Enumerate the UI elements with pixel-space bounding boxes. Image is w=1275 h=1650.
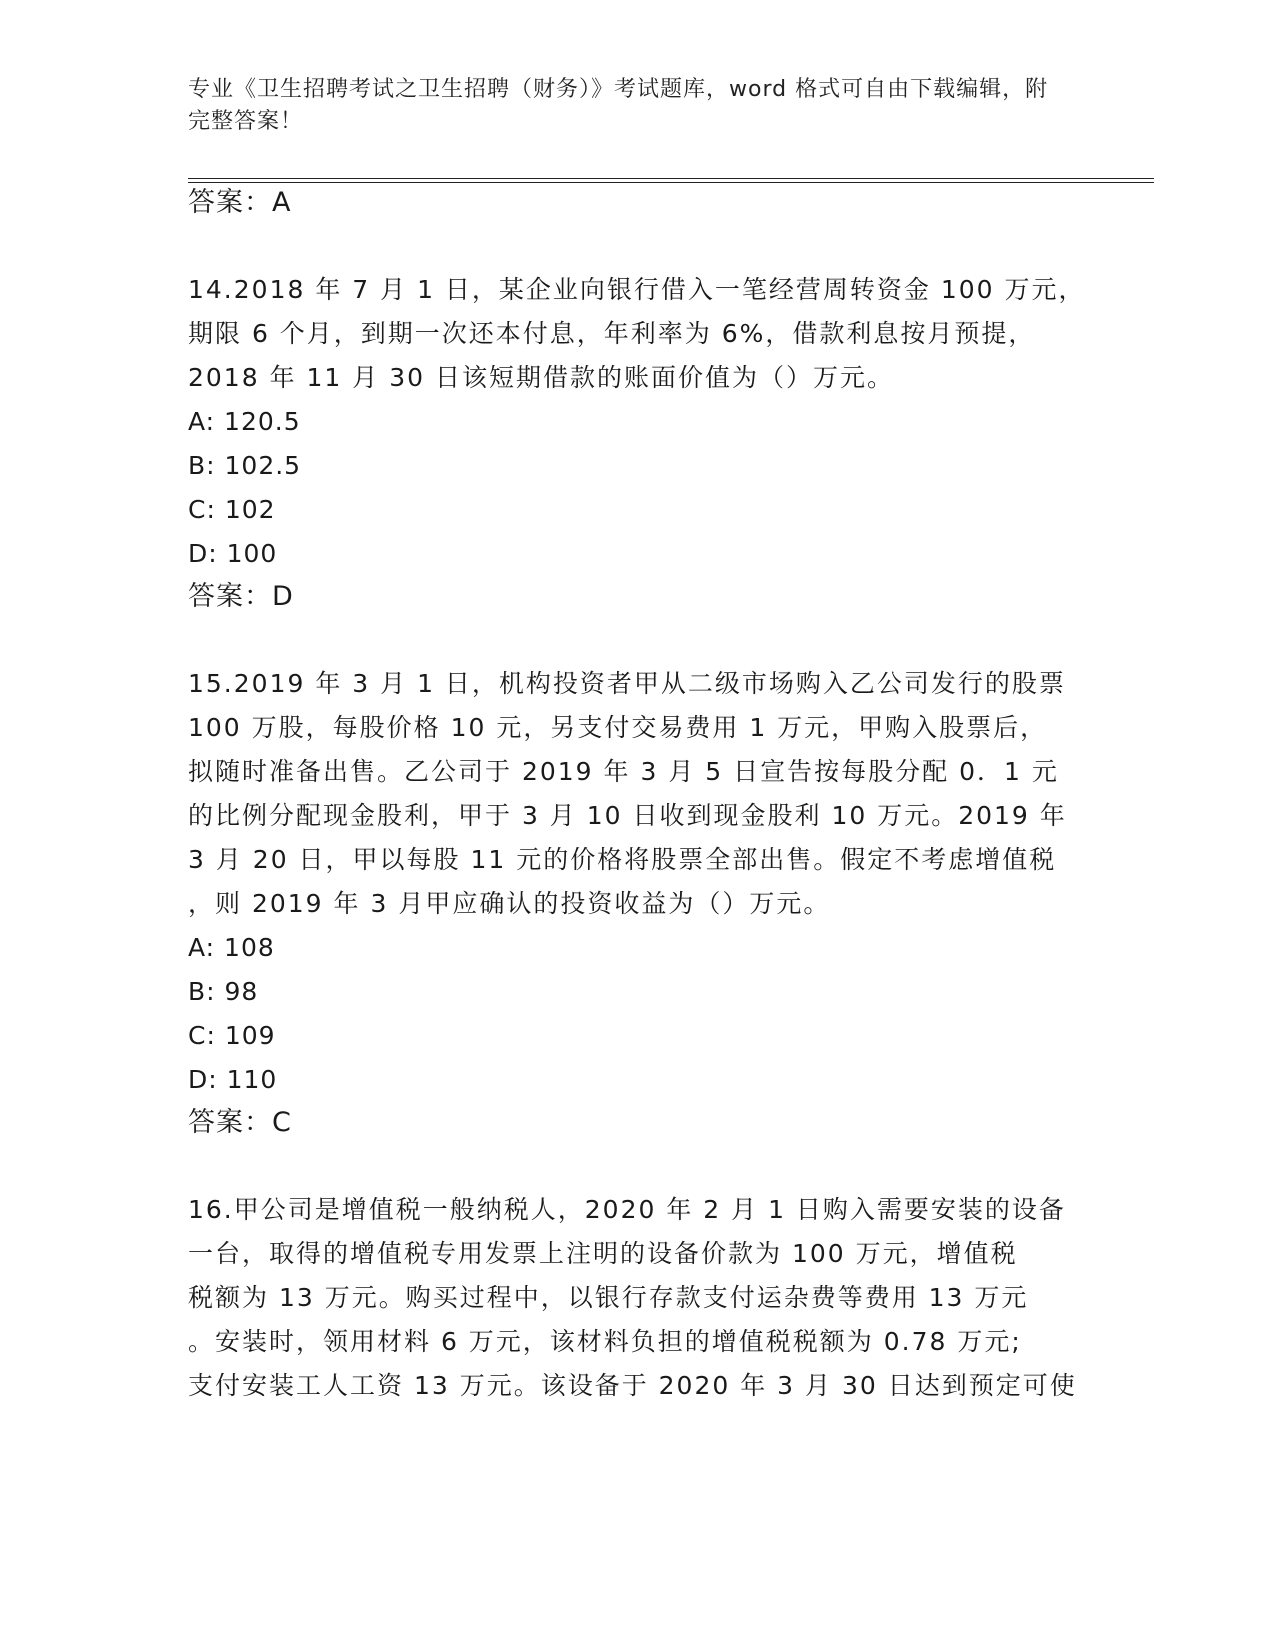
question-15-line-1: 15.2019 年 3 月 1 日，机构投资者甲从二级市场购入乙公司发行的股票 — [188, 669, 1066, 698]
question-14-answer: 答案：D — [188, 581, 294, 612]
question-16-line-2: 一台，取得的增值税专用发票上注明的设备价款为 100 万元，增值税 — [188, 1239, 1018, 1268]
question-14-option-b: B: 102.5 — [188, 451, 302, 480]
question-14-option-d: D: 100 — [188, 539, 278, 568]
question-14-option-c: C: 102 — [188, 495, 276, 524]
question-15-line-6: ，则 2019 年 3 月甲应确认的投资收益为（）万元。 — [188, 889, 831, 918]
question-16-line-3: 税额为 13 万元。购买过程中，以银行存款支付运杂费等费用 13 万元 — [188, 1283, 1029, 1312]
question-15-line-5: 3 月 20 日，甲以每股 11 元的价格将股票全部出售。假定不考虑增值税 — [188, 845, 1057, 874]
question-16-line-5: 支付安装工人工资 13 万元。该设备于 2020 年 3 月 30 日达到预定可使 — [188, 1371, 1077, 1400]
question-15-option-d: D: 110 — [188, 1065, 278, 1094]
question-15-line-4: 的比例分配现金股利，甲于 3 月 10 日收到现金股利 10 万元。2019 年 — [188, 801, 1067, 830]
question-15-answer: 答案：C — [188, 1107, 292, 1138]
question-15-line-3: 拟随时准备出售。乙公司于 2019 年 3 月 5 日宣告按每股分配 0．1 元 — [188, 757, 1059, 786]
question-14-line-3: 2018 年 11 月 30 日该短期借款的账面价值为（）万元。 — [188, 363, 894, 392]
question-14-line-1: 14.2018 年 7 月 1 日，某企业向银行借入一笔经营周转资金 100 万元， — [188, 275, 1086, 304]
question-14-option-a: A: 120.5 — [188, 407, 301, 436]
question-15-option-a: A: 108 — [188, 933, 275, 962]
document-header: 专业《卫生招聘考试之卫生招聘（财务）》考试题库，word 格式可自由下载编辑，附完整答案！ — [188, 77, 1049, 134]
question-15-option-b: B: 98 — [188, 977, 259, 1006]
answer-label: 答案：A — [188, 187, 292, 218]
question-16-line-1: 16.甲公司是增值税一般纳税人，2020 年 2 月 1 日购入需要安装的设备 — [188, 1195, 1066, 1224]
question-14-line-2: 期限 6 个月，到期一次还本付息，年利率为 6%，借款利息按月预提， — [188, 319, 1036, 348]
question-15-line-2: 100 万股，每股价格 10 元，另支付交易费用 1 万元，甲购入股票后， — [188, 713, 1048, 742]
header-divider — [188, 178, 1154, 183]
question-15-option-c: C: 109 — [188, 1021, 276, 1050]
question-16-line-4: 。安装时，领用材料 6 万元，该材料负担的增值税税额为 0.78 万元; — [188, 1327, 1022, 1356]
